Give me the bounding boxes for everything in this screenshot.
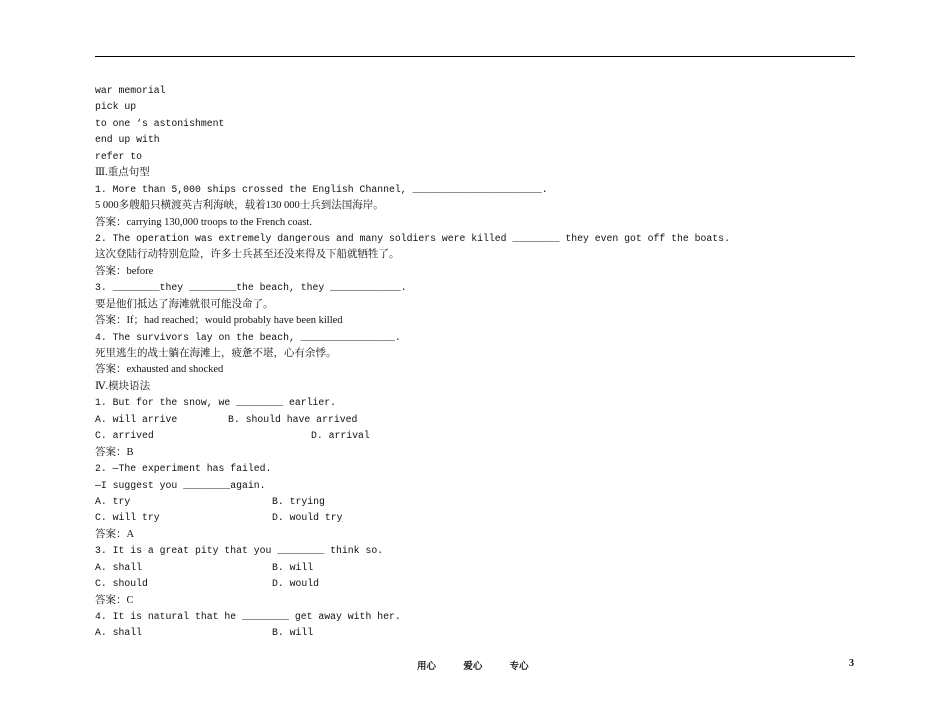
option-b: B. should have arrived [228, 413, 358, 425]
option-a: A. shall [95, 627, 143, 639]
option-a: A. shall [95, 561, 143, 573]
question-line: 2. The operation was extremely dangerous and many soldiers were killed ________ they even got off the boats. [95, 232, 730, 244]
question-line: 3. It is a great pity that you ________ think so. [95, 545, 384, 557]
answer-line: 答案：exhausted and shocked [95, 364, 224, 376]
phrase-line: pick up [95, 101, 137, 113]
option-b: B. trying [272, 495, 325, 507]
options-row [95, 510, 855, 526]
option-c: C. arrived [95, 430, 154, 442]
phrase-line: refer to [95, 150, 143, 162]
option-b: B. will [272, 561, 314, 573]
answer-line: 答案：If；had reached；would probably have been killed [95, 315, 343, 327]
option-d: D. would [272, 578, 320, 590]
answer-line: 答案：C [95, 594, 134, 606]
answer-line: 答案：B [95, 446, 134, 458]
answer-line: 答案：carrying 130,000 troops to the French coast. [95, 216, 312, 228]
question-line: 3. ________they ________the beach, they ____________. [95, 282, 407, 294]
options-row [95, 576, 855, 592]
option-a: A. will arrive [95, 413, 178, 425]
option-d: D. arrival [311, 430, 370, 442]
question-line: —I suggest you ________again. [95, 479, 266, 491]
answer-line: 答案：A [95, 528, 135, 540]
translation-line: 要是他们抵达了海滩就很可能没命了。 [95, 298, 274, 310]
footer-motto [417, 658, 553, 672]
footer-word: 爱心 [463, 661, 483, 672]
phrase-line: to one ‘s astonishment [95, 117, 225, 129]
option-c: C. should [95, 578, 148, 590]
phrase-line: end up with [95, 134, 160, 146]
header-rule [95, 56, 855, 57]
translation-line: 死里逃生的战士躺在海滩上，疲惫不堪，心有余悸。 [95, 348, 337, 359]
page-footer [0, 658, 950, 674]
option-b: B. will [272, 627, 314, 639]
option-c: C. will try [95, 512, 160, 524]
section-heading: Ⅳ.模块语法 [95, 380, 151, 392]
question-line: 4. The survivors lay on the beach, ________________. [95, 331, 401, 343]
options-row [95, 428, 855, 444]
translation-line: 这次登陆行动特别危险，许多士兵甚至还没来得及下船就牺牲了。 [95, 249, 400, 261]
question-line: 2. —The experiment has failed. [95, 463, 272, 475]
footer-word: 用心 [417, 661, 437, 672]
option-a: A. try [95, 495, 131, 507]
options-row [95, 625, 855, 641]
section-heading: Ⅲ.重点句型 [95, 167, 150, 179]
document-body [95, 83, 855, 642]
footer-word: 专心 [509, 661, 529, 672]
options-row [95, 412, 855, 428]
options-row [95, 494, 855, 510]
question-line: 4. It is natural that he ________ get away with her. [95, 611, 401, 622]
options-row [95, 560, 855, 576]
translation-line: 5 000多艘船只横渡英吉利海峡，载着130 000士兵到法国海岸。 [95, 200, 384, 212]
question-line: 1. More than 5,000 ships crossed the English Channel, ______________________. [95, 183, 548, 195]
page-number: 3 [849, 658, 854, 669]
option-d: D. would try [272, 512, 343, 524]
phrase-line: war memorial [95, 85, 166, 96]
answer-line: 答案：before [95, 265, 154, 277]
question-line: 1. But for the snow, we ________ earlier. [95, 397, 337, 409]
